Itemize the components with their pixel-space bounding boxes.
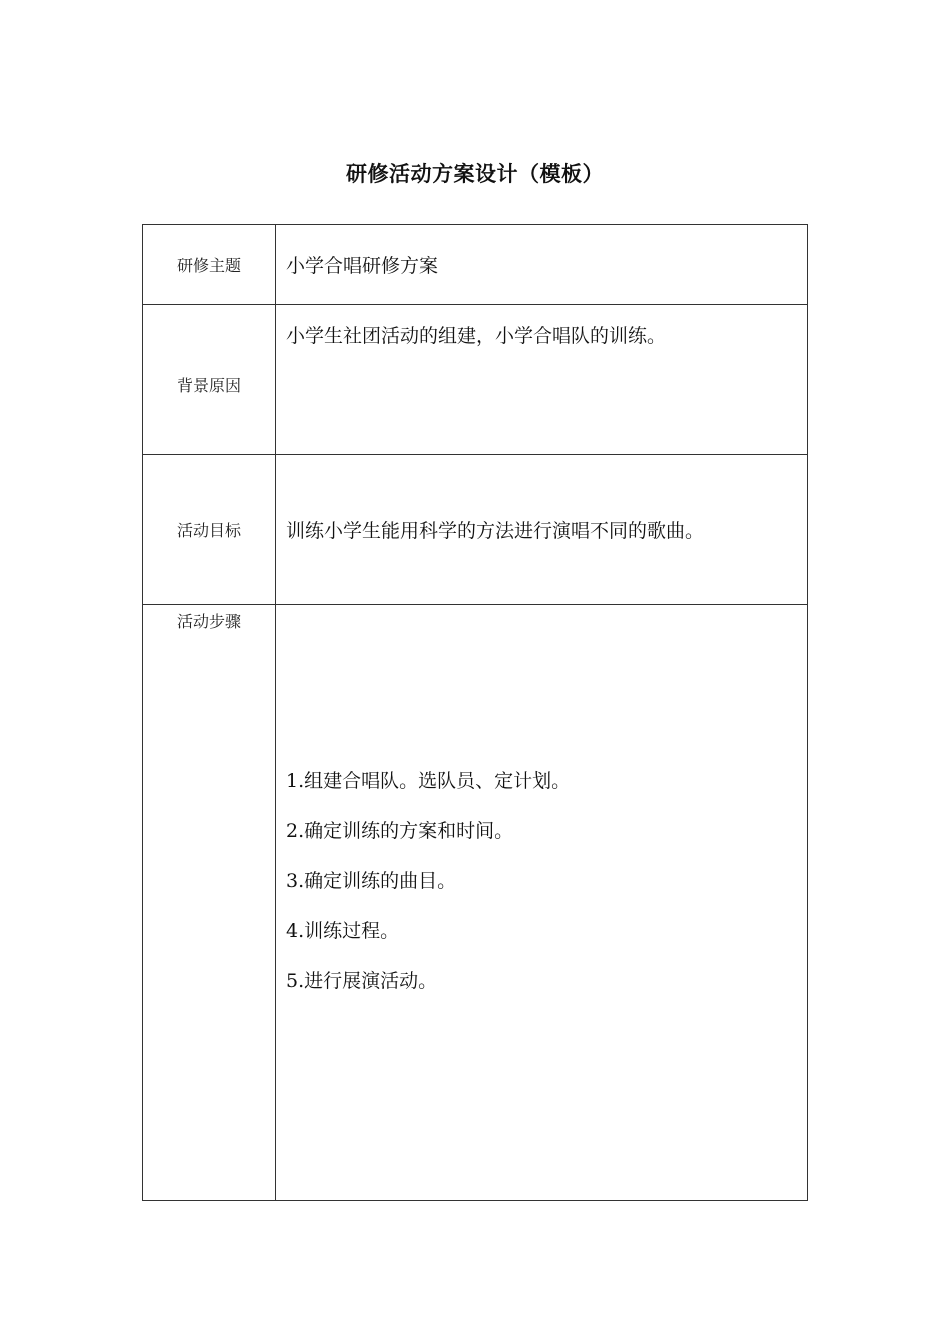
document-title: 研修活动方案设计（模板） — [346, 161, 604, 186]
list-item: 5.进行展演活动。 — [286, 970, 438, 992]
table-row-topic — [143, 225, 808, 305]
steps-cell — [276, 605, 808, 1201]
plan-table — [142, 224, 808, 1201]
goal-value: 训练小学生能用科学的方法进行演唱不同的歌曲。 — [276, 455, 808, 605]
table-row-steps — [143, 605, 808, 1201]
list-item: 1.组建合唱队。选队员、定计划。 — [286, 770, 571, 792]
topic-label: 研修主题 — [143, 225, 276, 305]
table-row-background — [143, 305, 808, 455]
topic-value: 小学合唱研修方案 — [276, 225, 808, 305]
steps-label: 活动步骤 — [143, 605, 276, 1201]
background-value: 小学生社团活动的组建，小学合唱队的训练。 — [276, 305, 808, 455]
goal-label: 活动目标 — [143, 455, 276, 605]
list-item: 2.确定训练的方案和时间。 — [286, 820, 514, 842]
steps-list — [286, 605, 807, 994]
background-label: 背景原因 — [143, 305, 276, 455]
list-item: 3.确定训练的曲目。 — [286, 870, 457, 892]
list-item: 4.训练过程。 — [286, 920, 400, 942]
table-row-goal — [143, 455, 808, 605]
